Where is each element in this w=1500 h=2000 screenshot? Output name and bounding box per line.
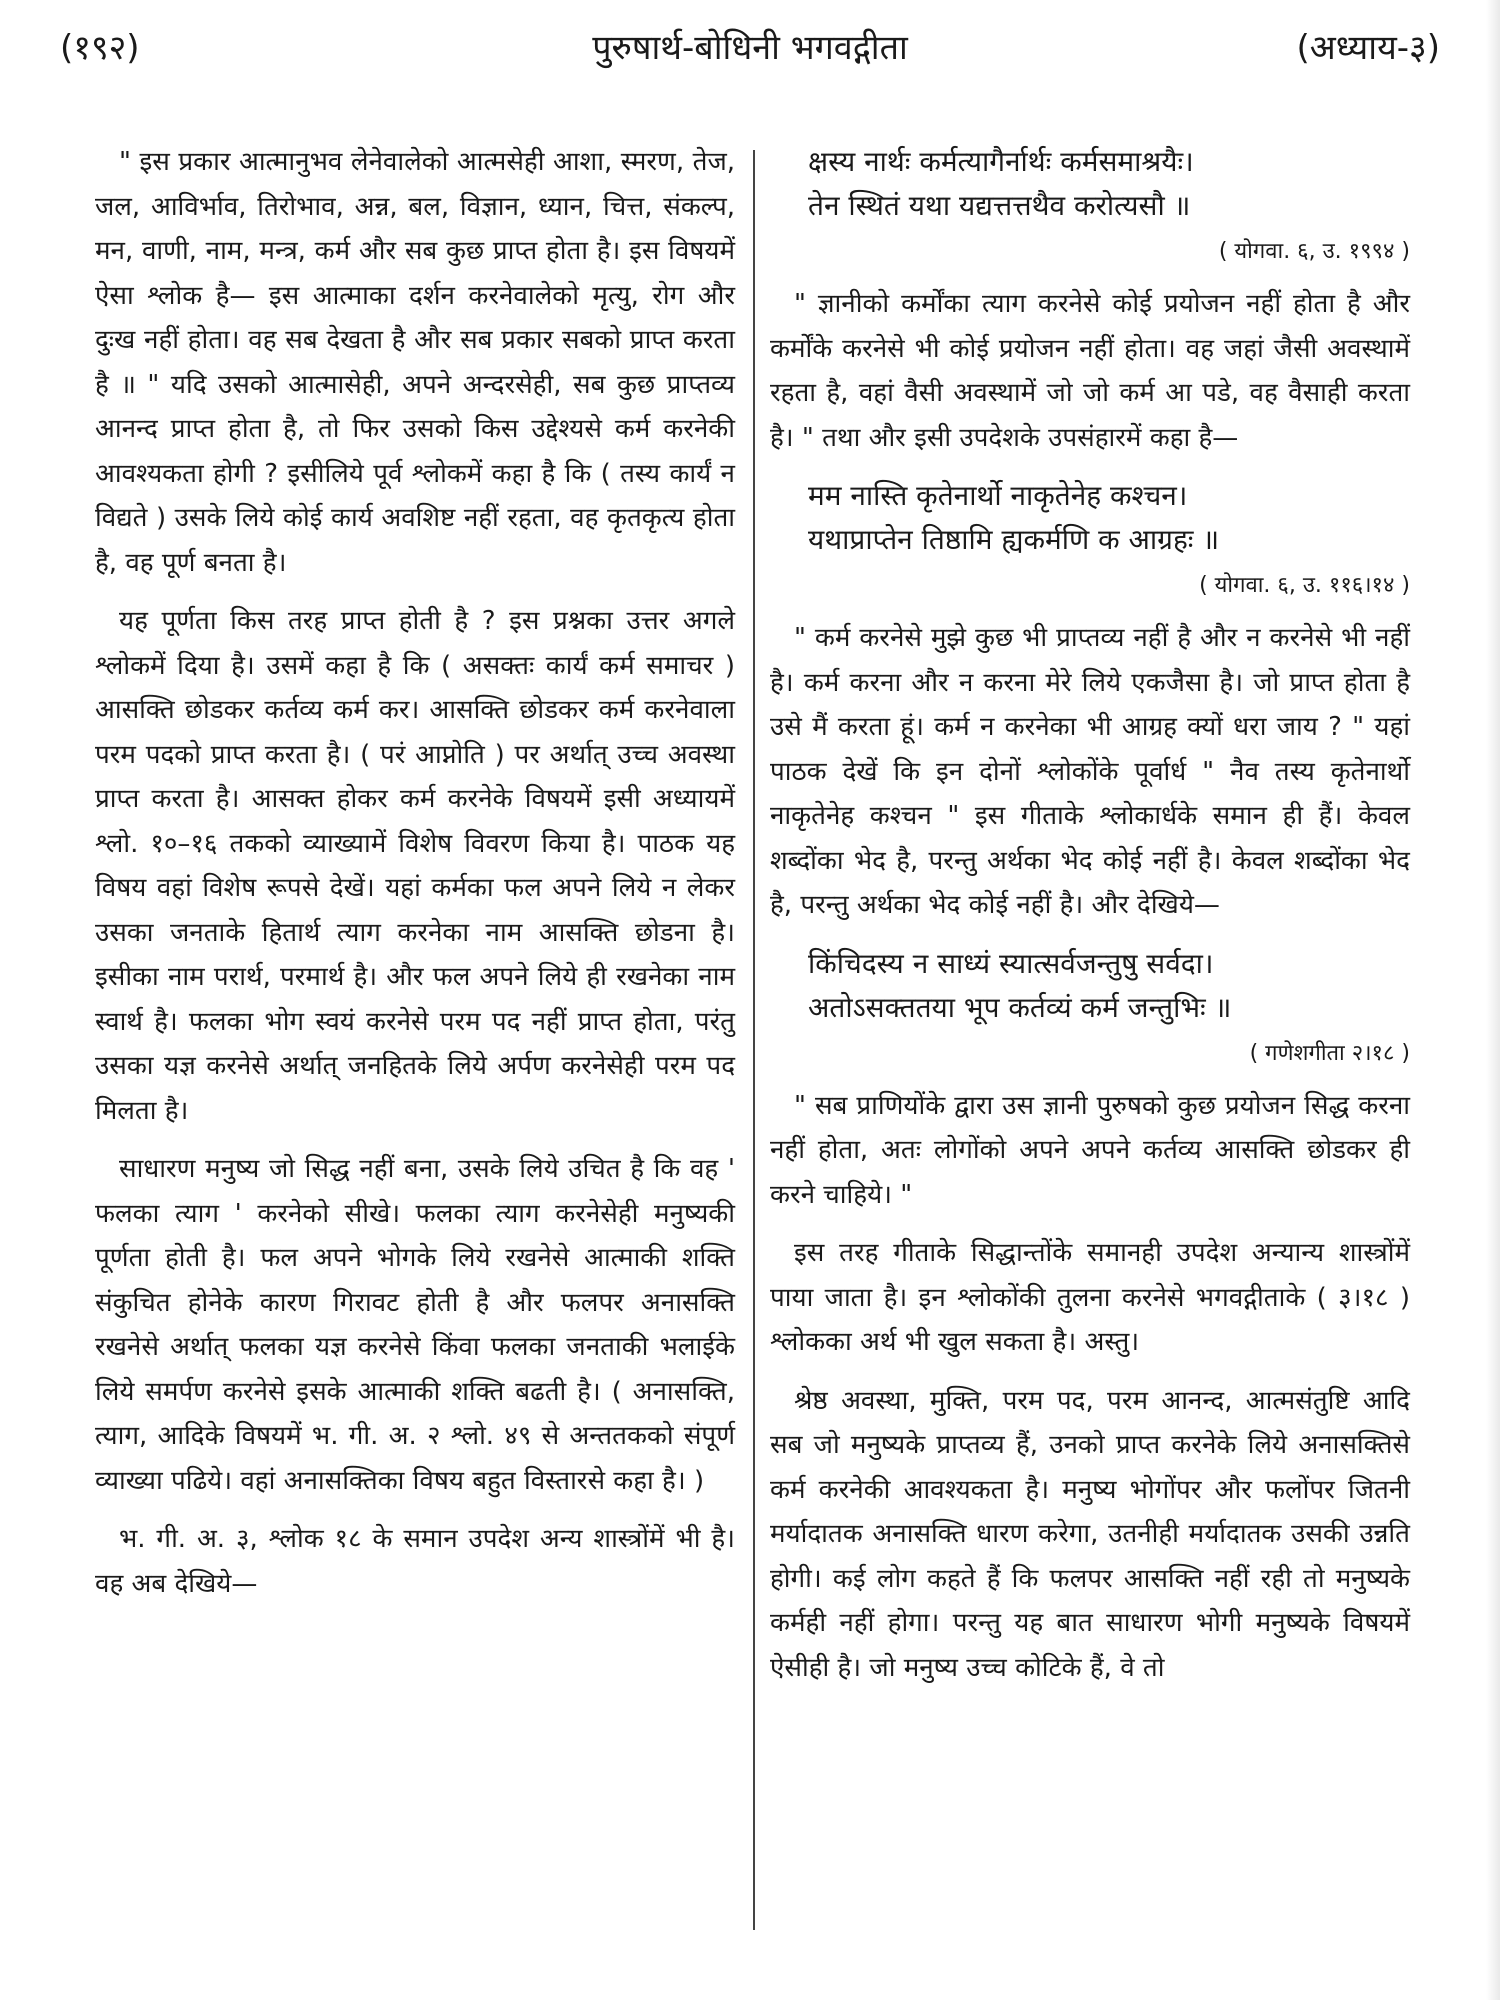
right-column	[770, 140, 1410, 1960]
page-edge-shadow	[1486, 0, 1500, 2000]
verse-reference: ( गणेशगीता २।१८ )	[1249, 1040, 1410, 1066]
sanskrit-verse	[770, 474, 1410, 562]
paragraph: श्रेष्ठ अवस्था, मुक्ति, परम पद, परम आनन्द, आत्मसंतुष्टि आदि सब जो मनुष्यके प्राप्तव्य हैं, उनको प्राप्त करनेके लिये अनासक्तिसे कर्म करनेकी आवश्यकता है। मनुष्य भोगोंपर और फलोंपर जितनी मर्यादातक अनासक्ति धारण करेगा, उतनीही मर्यादातक उसकी उन्नति होगी। कई लोग कहते हैं कि फलपर आसक्ति नहीं रही तो मनुष्यके कर्मही नहीं होगा। परन्तु यह बात साधारण भोगी मनुष्यके विषयमें ऐसीही है। जो मनुष्य उच्च कोटिके हैं, वे तो	[770, 1385, 1410, 1683]
paragraph: साधारण मनुष्य जो सिद्ध नहीं बना, उसके लिये उचित है कि वह ' फलका त्याग ' करनेको सीखे। फलका त्याग करनेसेही मनुष्यकी पूर्णता होती है। फल अपने भोगके लिये रखनेसे आत्माकी शक्ति संकुचित होनेके कारण गिरावट होती है और फलपर अनासक्ति रखनेसे अर्थात् फलका यज्ञ करनेसे किंवा फलका जनताकी भलाईके लिये समर्पण करनेसे इसके आत्माकी शक्ति बढती है। ( अनासक्ति, त्याग, आदिके विषयमें भ. गी. अ. २ श्लो. ४९ से अन्ततकको संपूर्ण व्याख्या पढिये। वहां अनासक्तिका विषय बहुत विस्तारसे कहा है। )	[95, 1154, 735, 1496]
verse-line: किंचिदस्य न साध्यं स्यात्सर्वजन्तुषु सर्वदा।	[808, 946, 1214, 980]
verse-reference: ( योगवा. ६, उ. ११६।१४ )	[1199, 573, 1410, 598]
paragraph: " इस प्रकार आत्मानुभव लेनेवालेको आत्मसेही आशा, स्मरण, तेज, जल, आविर्भाव, तिरोभाव, अन्न, बल, विज्ञान, ध्यान, चित्त, संकल्प, मन, वाणी, नाम, मन्त्र, कर्म और सब कुछ प्राप्त होता है। इस विषयमें ऐसा श्लोक है— इस आत्माका दर्शन करनेवालेको मृत्यु, रोग और दुःख नहीं होता। वह सब देखता है और सब प्रकार सबको प्राप्त करता है ॥ " यदि उसको आत्मासेही, अपने अन्दरसेही, सब कुछ प्राप्तव्य आनन्द प्राप्त होता है, तो फिर उसको किस उद्देश्यसे कर्म करनेकी आवश्यकता होगी ? इसीलिये पूर्व श्लोकमें कहा है कि ( तस्य कार्यं न विद्यते ) उसके लिये कोई कार्य अवशिष्ट नहीं रहता, वह कृतकृत्य होता है, वह पूर्ण बनता है।	[95, 147, 735, 578]
paragraph: यह पूर्णता किस तरह प्राप्त होती है ? इस प्रश्नका उत्तर अगले श्लोकमें दिया है। उसमें कहा है कि ( असक्तः कार्यं कर्म समाचर ) आसक्ति छोडकर कर्तव्य कर्म कर। आसक्ति छोडकर कर्म करनेवाला परम पदको प्राप्त करता है। ( परं आप्नोति ) पर अर्थात् उच्च अवस्था प्राप्त करता है। आसक्त होकर कर्म करनेके विषयमें इसी अध्यायमें श्लो. १०–१६ तकको व्याख्यामें विशेष विवरण किया है। पाठक यह विषय वहां विशेष रूपसे देखें। यहां कर्मका फल अपने लिये न लेकर उसका जनताके हितार्थ त्याग करनेका नाम आसक्ति छोडना है। इसीका नाम परार्थ, परमार्थ है। और फल अपने लिये ही रखनेका नाम स्वार्थ है। फलका भोग स्वयं करनेसे परम पद नहीं प्राप्त होता, परंतु उसका यज्ञ करनेसे अर्थात् जनहितके लिये अर्पण करनेसेही परम पद मिलता है।	[95, 606, 735, 1126]
sanskrit-verse	[770, 942, 1410, 1030]
column-divider	[753, 150, 755, 1930]
verse-line: अतोऽसक्ततया भूप कर्तव्यं कर्म जन्तुभिः ॥	[808, 990, 1232, 1024]
page-number: (१९२)	[60, 28, 140, 68]
paragraph: इस तरह गीताके सिद्धान्तोंके समानही उपदेश अन्यान्य शास्त्रोंमें पाया जाता है। इन श्लोकोंकी तुलना करनेसे भगवद्गीताके ( ३।१८ ) श्लोकका अर्थ भी खुल सकता है। अस्तु।	[770, 1238, 1410, 1357]
running-title: पुरुषार्थ-बोधिनी भगवद्गीता	[592, 28, 908, 68]
paragraph: भ. गी. अ. ३, श्लोक १८ के समान उपदेश अन्य शास्त्रोंमें भी है। वह अब देखिये—	[95, 1524, 735, 1599]
verse-line: यथाप्राप्तेन तिष्ठामि ह्यकर्मणि क आग्रहः ॥	[808, 523, 1220, 556]
paragraph: " कर्म करनेसे मुझे कुछ भी प्राप्तव्य नहीं है और न करनेसे भी नहीं है। कर्म करना और न करना मेरे लिये एकजैसा है। जो प्राप्त होता है उसे मैं करता हूं। कर्म न करनेका भी आग्रह क्यों धरा जाय ? " यहां पाठक देखें कि इन दोनों श्लोकोंके पूर्वार्ध " नैव तस्य कृतेनार्थो नाकृतेनेह कश्चन " इस गीताके श्लोकार्धके समान ही हैं। केवल शब्दोंका भेद है, परन्तु अर्थका भेद कोई नहीं है। केवल शब्दोंका भेद है, परन्तु अर्थका भेद कोई नहीं है। और देखिये—	[770, 623, 1410, 920]
paragraph: " ज्ञानीको कर्मोंका त्याग करनेसे कोई प्रयोजन नहीं होता है और कर्मोंके करनेसे भी कोई प्रयोजन नहीं होता। वह जहां जैसी अवस्थामें रहता है, वहां वैसी अवस्थामें जो जो कर्म आ पडे, वह वैसाही करता है। " तथा और इसी उपदेशके उपसंहारमें कहा है—	[770, 289, 1410, 453]
chapter-label: (अध्याय-३)	[1296, 28, 1440, 68]
verse-line: मम नास्ति कृतेनार्थो नाकृतेनेह कश्चन।	[808, 479, 1188, 512]
verse-line: क्षस्य नार्थः कर्मत्यागैर्नार्थः कर्मसमाश्रयैः।	[808, 145, 1194, 178]
paragraph: " सब प्राणियोंके द्वारा उस ज्ञानी पुरुषको कुछ प्रयोजन सिद्ध करना नहीं होता, अतः लोगोंको अपने अपने कर्तव्य आसक्ति छोडकर ही करने चाहिये। "	[770, 1090, 1410, 1210]
page-header	[60, 18, 1440, 78]
verse-line: तेन स्थितं यथा यद्यत्तत्तथैव करोत्यसौ ॥	[808, 189, 1191, 222]
left-column	[95, 140, 735, 1960]
sanskrit-verse	[770, 140, 1410, 228]
verse-reference: ( योगवा. ६, उ. १९९४ )	[1218, 239, 1410, 264]
